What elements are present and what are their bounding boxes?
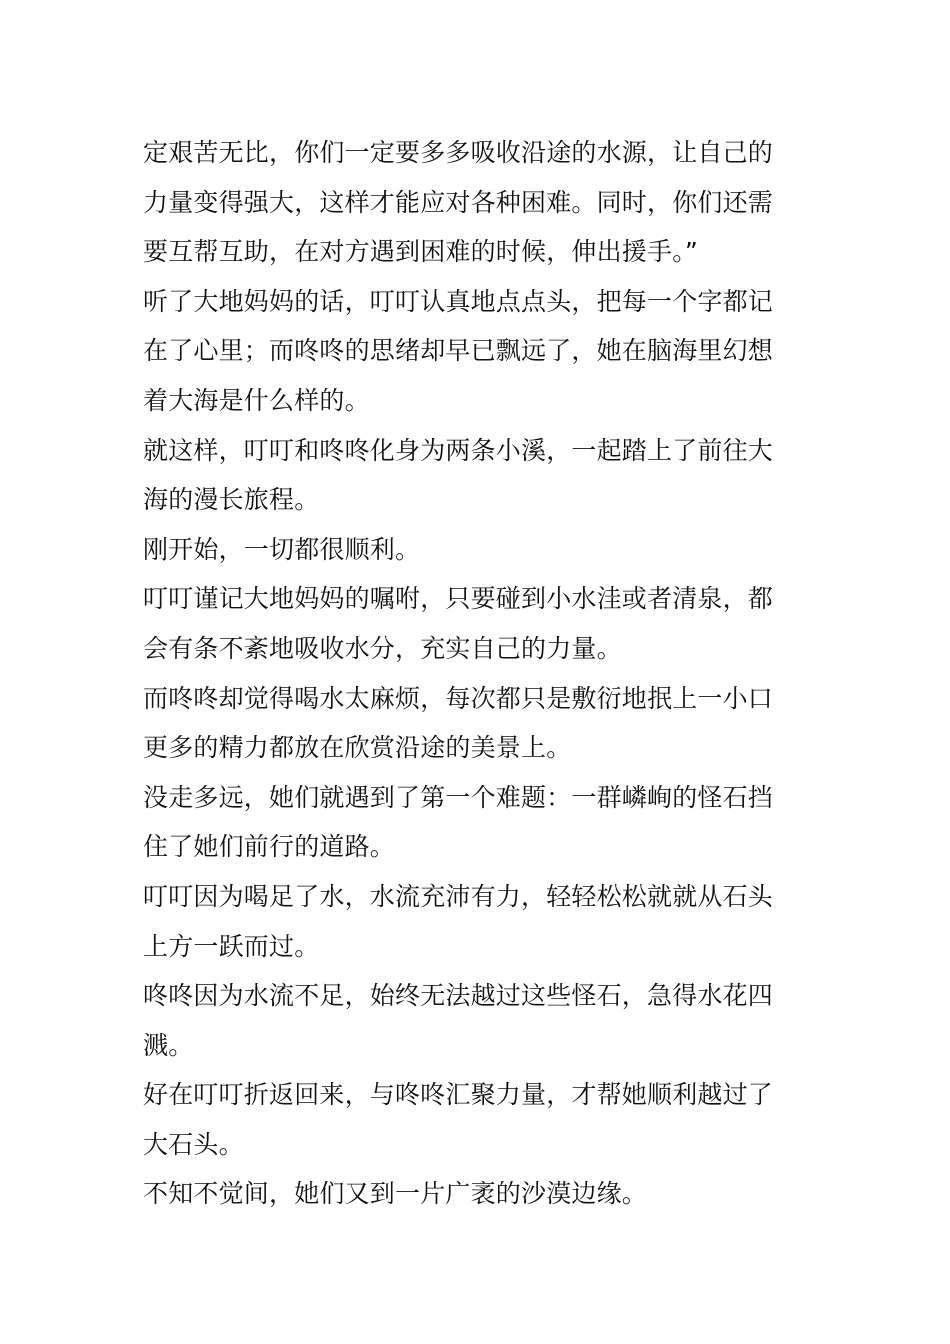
text-line: 溅。 xyxy=(143,1030,194,1060)
text-line: 叮叮谨记大地妈妈的嘱咐，只要碰到小水洼或者清泉，都 xyxy=(143,584,774,614)
text-line: 刚开始，一切都很顺利。 xyxy=(143,534,421,564)
body-text xyxy=(143,128,813,1219)
paragraph xyxy=(143,1070,813,1169)
text-line: 叮叮因为喝足了水，水流充沛有力，轻轻松松就就从石头 xyxy=(143,881,774,911)
paragraph xyxy=(143,128,813,277)
text-line: 定艰苦无比，你们一定要多多吸收沿途的水源，让自己的 xyxy=(143,138,774,167)
text-line: 就这样，叮叮和咚咚化身为两条小溪，一起踏上了前往大 xyxy=(143,435,774,465)
text-line: 着大海是什么样的。 xyxy=(143,385,370,415)
text-line: 大石头。 xyxy=(143,1129,244,1159)
text-line: 上方一跃而过。 xyxy=(143,931,320,961)
text-line: 在了心里；而咚咚的思绪却早已飘远了，她在脑海里幻想 xyxy=(143,336,774,366)
text-line: 住了她们前行的道路。 xyxy=(143,832,396,862)
text-line: 要互帮互助，在对方遇到困难的时候，伸出援手。” xyxy=(143,237,699,267)
paragraph xyxy=(143,674,813,773)
paragraph xyxy=(143,277,813,426)
text-line: 海的漫长旅程。 xyxy=(143,485,320,515)
text-line: 更多的精力都放在欣赏沿途的美景上。 xyxy=(143,733,572,763)
paragraph xyxy=(143,773,813,872)
text-line: 会有条不紊地吸收水分，充实自己的力量。 xyxy=(143,633,622,663)
text-line: 咚咚因为水流不足，始终无法越过这些怪石，急得水花四 xyxy=(143,981,774,1011)
paragraph xyxy=(143,971,813,1070)
paragraph xyxy=(143,574,813,673)
paragraph xyxy=(143,872,813,971)
text-line: 而咚咚却觉得喝水太麻烦，每次都只是敷衍地抿上一小口 xyxy=(143,683,774,713)
text-line: 听了大地妈妈的话，叮叮认真地点点头，把每一个字都记 xyxy=(143,286,774,316)
text-line: 没走多远，她们就遇到了第一个难题：一群嶙峋的怪石挡 xyxy=(143,782,774,812)
paragraph xyxy=(143,525,813,575)
paragraph xyxy=(143,426,813,525)
text-line: 力量变得强大，这样才能应对各种困难。同时，你们还需 xyxy=(143,187,774,217)
text-line: 不知不觉间，她们又到一片广袤的沙漠边缘。 xyxy=(143,1179,648,1209)
text-line: 好在叮叮折返回来，与咚咚汇聚力量，才帮她顺利越过了 xyxy=(143,1080,774,1110)
paragraph xyxy=(143,1169,813,1219)
